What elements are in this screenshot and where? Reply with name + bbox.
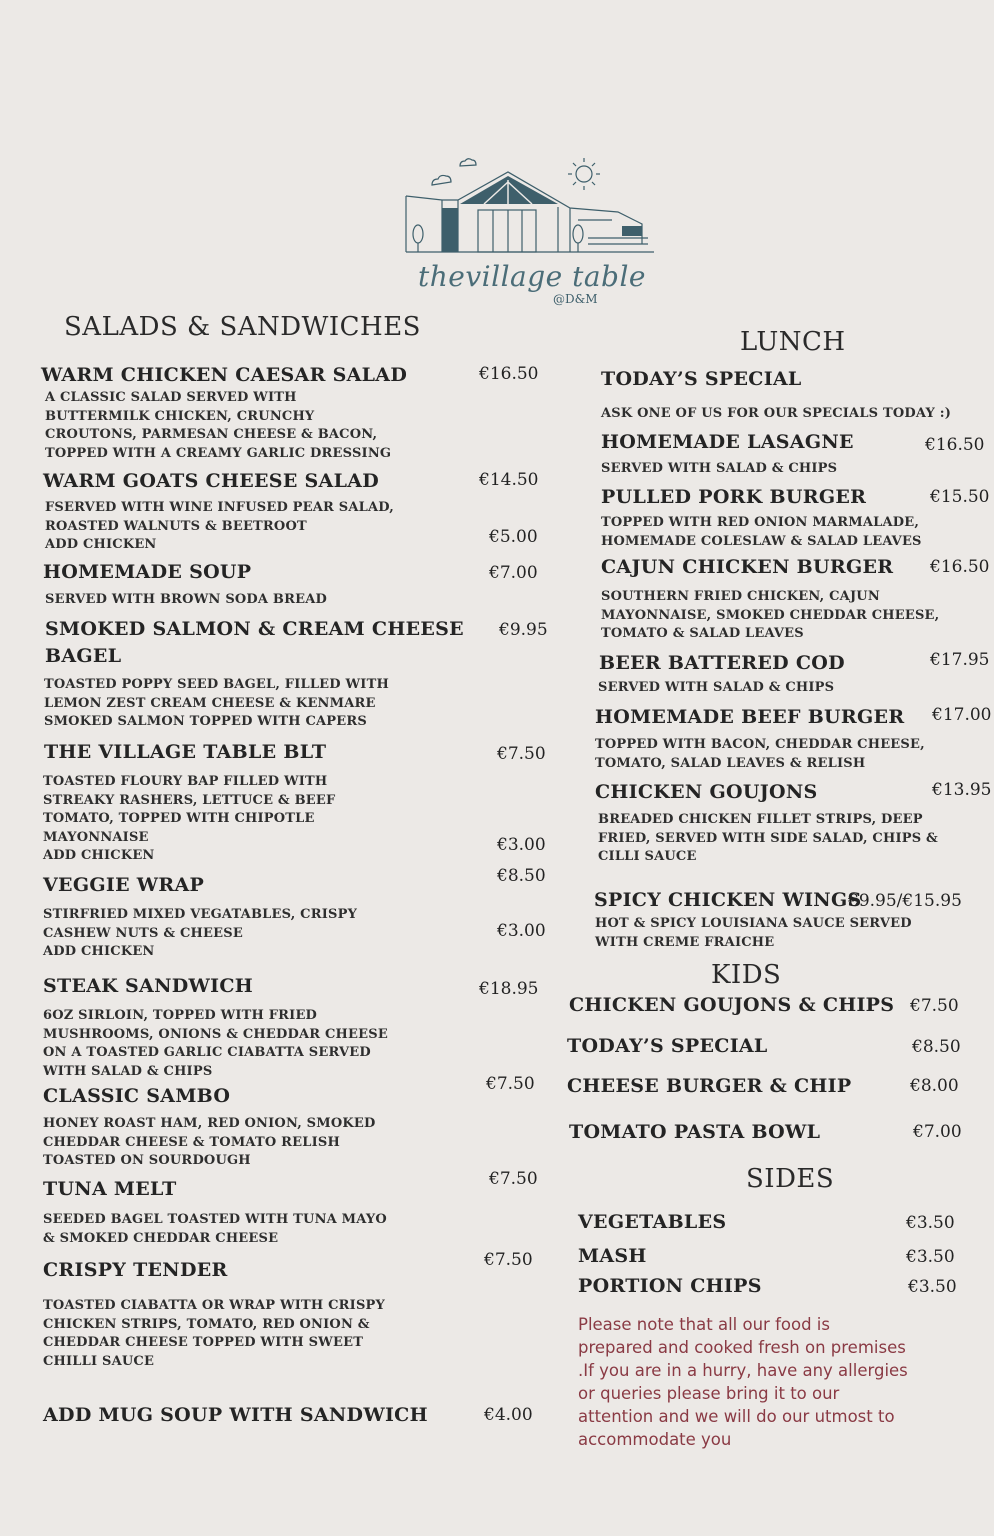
menu-item-price: €17.95 — [930, 650, 990, 670]
menu-item-price: €3.50 — [906, 1247, 955, 1267]
menu-item-price: €3.50 — [908, 1277, 957, 1297]
menu-item-price: €8.50 — [912, 1037, 961, 1057]
menu-item-description: HOT & SPICY LOUISIANA SAUCE SERVED WITH CREME FRAICHE — [595, 916, 912, 950]
menu-item-description: SERVED WITH SALAD & CHIPS — [601, 461, 838, 476]
logo — [398, 152, 668, 312]
lunch-title: LUNCH — [740, 327, 846, 357]
menu-item-name: PORTION CHIPS — [578, 1275, 762, 1297]
brand-name: thevillage table — [417, 260, 647, 293]
menu-item-name: CHICKEN GOUJONS & CHIPS — [569, 994, 895, 1016]
menu-item-name: ADD MUG SOUP WITH SANDWICH — [43, 1404, 428, 1426]
menu-item-name-continued: BAGEL — [45, 645, 122, 667]
salads-title: SALADS & SANDWICHES — [64, 312, 421, 342]
add-chicken-price: €5.00 — [489, 527, 538, 547]
menu-item-description: TOASTED POPPY SEED BAGEL, FILLED WITH LEMON ZEST CREAM CHEESE & KENMARE SMOKED SALMON TOPPED WITH CAPERS — [44, 677, 389, 729]
menu-item-name: MASH — [578, 1245, 647, 1267]
menu-item-name: HOMEMADE BEEF BURGER — [595, 706, 905, 728]
menu-item-price: €8.00 — [910, 1076, 959, 1096]
menu-item-description: TOASTED CIABATTA OR WRAP WITH CRISPY CHICKEN STRIPS, TOMATO, RED ONION & CHEDDAR CHEESE TOPPED WITH SWEET CHILLI SAUCE — [43, 1298, 386, 1369]
menu-item-name: VEGETABLES — [578, 1211, 727, 1233]
menu-item-price: €7.50 — [910, 996, 959, 1016]
menu-item-price: €3.50 — [906, 1213, 955, 1233]
building-icon — [398, 152, 668, 272]
menu-item-description: HONEY ROAST HAM, RED ONION, SMOKED CHEDDAR CHEESE & TOMATO RELISH TOASTED ON SOURDOUGH — [43, 1116, 376, 1168]
menu-item-description: SERVED WITH BROWN SODA BREAD — [45, 592, 327, 607]
menu-item-description: SEEDED BAGEL TOASTED WITH TUNA MAYO & SMOKED CHEDDAR CHEESE — [43, 1212, 387, 1246]
menu-item-name: CHEESE BURGER & CHIP — [567, 1075, 852, 1097]
menu-item-name: THE VILLAGE TABLE BLT — [44, 741, 327, 763]
menu-item-description: TOPPED WITH RED ONION MARMALADE, HOMEMADE COLESLAW & SALAD LEAVES — [601, 515, 922, 549]
menu-item-name: CLASSIC SAMBO — [43, 1085, 231, 1107]
menu-item-name: HOMEMADE LASAGNE — [601, 431, 854, 453]
menu-item-price: €8.50 — [497, 866, 546, 886]
menu-item-name: WARM GOATS CHEESE SALAD — [43, 470, 380, 492]
kids-title: KIDS — [711, 960, 782, 990]
menu-item-price: €9.95 — [499, 620, 548, 640]
brand-sub: @D&M — [553, 292, 598, 306]
menu-item-description: SOUTHERN FRIED CHICKEN, CAJUN MAYONNAISE, SMOKED CHEDDAR CHEESE, TOMATO & SALAD LEAVES — [601, 589, 940, 641]
menu-item-price: €9.95/€15.95 — [848, 891, 962, 911]
menu-item-description: TOPPED WITH BACON, CHEDDAR CHEESE, TOMATO, SALAD LEAVES & RELISH — [595, 737, 925, 771]
menu-item-name: CHICKEN GOUJONS — [595, 781, 818, 803]
menu-item-price: €16.50 — [930, 557, 990, 577]
menu-item-price: €17.00 — [932, 705, 992, 725]
add-chicken-price: €3.00 — [497, 835, 546, 855]
menu-item-name: SPICY CHICKEN WINGS — [594, 889, 862, 911]
menu-item-price: €7.50 — [486, 1074, 535, 1094]
add-chicken-price: €3.00 — [497, 921, 546, 941]
menu-item-description: A CLASSIC SALAD SERVED WITH BUTTERMILK CHICKEN, CRUNCHY CROUTONS, PARMESAN CHEESE & BACON, TOPPED WITH A CREAMY GARLIC DRESSING — [45, 390, 392, 461]
menu-item-name: SMOKED SALMON & CREAM CHEESE — [45, 618, 464, 640]
menu-item-price: €16.50 — [479, 364, 539, 384]
menu-item-price: €7.00 — [489, 563, 538, 583]
menu-item-description: 6OZ SIRLOIN, TOPPED WITH FRIED MUSHROOMS, ONIONS & CHEDDAR CHEESE ON A TOASTED GARLIC CIABATTA SERVED WITH SALAD & CHIPS — [43, 1008, 388, 1079]
menu-item-price: €4.00 — [484, 1405, 533, 1425]
menu-item-description: FSERVED WITH WINE INFUSED PEAR SALAD, ROASTED WALNUTS & BEETROOT ADD CHICKEN — [45, 500, 394, 552]
menu-item-price: €7.50 — [497, 744, 546, 764]
menu-item-price: €7.50 — [484, 1250, 533, 1270]
menu-item-price: €16.50 — [925, 435, 985, 455]
menu-item-price: €14.50 — [479, 470, 539, 490]
menu-item-price: €13.95 — [932, 780, 992, 800]
menu-item-name: STEAK SANDWICH — [43, 975, 254, 997]
menu-item-description: BREADED CHICKEN FILLET STRIPS, DEEP FRIED, SERVED WITH SIDE SALAD, CHIPS & CILLI SAUCE — [598, 812, 938, 864]
menu-item-name: TUNA MELT — [43, 1178, 177, 1200]
menu-item-name: CAJUN CHICKEN BURGER — [601, 556, 894, 578]
menu-item-name: BEER BATTERED COD — [599, 652, 845, 674]
menu-item-price: €7.00 — [913, 1122, 962, 1142]
menu-item-price: €7.50 — [489, 1169, 538, 1189]
menu-item-description: STIRFRIED MIXED VEGATABLES, CRISPY CASHEW NUTS & CHEESE ADD CHICKEN — [43, 907, 358, 959]
menu-item-price: €15.50 — [930, 487, 990, 507]
menu-item-name: TOMATO PASTA BOWL — [569, 1121, 821, 1143]
menu-item-name: WARM CHICKEN CAESAR SALAD — [41, 364, 408, 386]
menu-item-description: TOASTED FLOURY BAP FILLED WITH STREAKY RASHERS, LETTUCE & BEEF TOMATO, TOPPED WITH CHIPOTLE MAYONNAISE ADD CHICKEN — [43, 774, 336, 863]
todays-special-description: ASK ONE OF US FOR OUR SPECIALS TODAY :) — [601, 406, 952, 421]
menu-item-name: CRISPY TENDER — [43, 1259, 228, 1281]
menu-item-description: SERVED WITH SALAD & CHIPS — [598, 680, 835, 695]
todays-special-name: TODAY’S SPECIAL — [601, 368, 802, 390]
menu-item-name: HOMEMADE SOUP — [43, 561, 252, 583]
menu-item-name: VEGGIE WRAP — [43, 874, 205, 896]
menu-item-name: TODAY’S SPECIAL — [567, 1035, 768, 1057]
menu-item-price: €18.95 — [479, 979, 539, 999]
sides-title: SIDES — [746, 1164, 835, 1194]
allergy-note: Please note that all our food is prepared and cooked fresh on premises .If you are in a hurry, have any allergies or queries please bring it to our attention and we will do our utmost to accommodate you — [578, 1315, 908, 1449]
menu-item-name: PULLED PORK BURGER — [601, 486, 867, 508]
